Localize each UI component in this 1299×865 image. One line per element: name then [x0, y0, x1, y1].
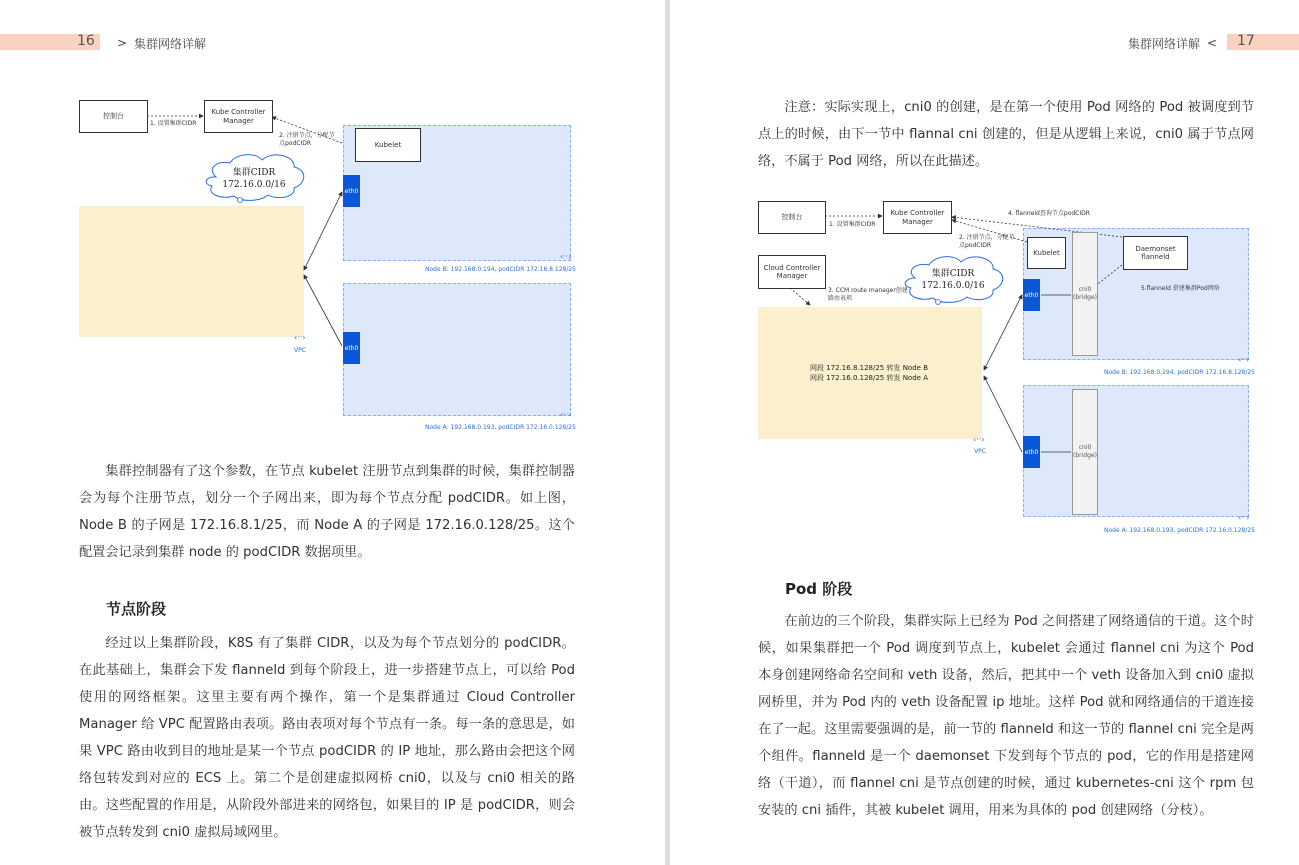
node-a-network-icon: ‹··› [560, 410, 572, 419]
right-page [670, 0, 1299, 865]
node-b-network-icon: ‹··› [1238, 355, 1250, 364]
vpc-label: VPC [294, 347, 306, 354]
page-number: 17 [1237, 33, 1255, 49]
step2-label: 2. 注册节点，分配节点podCIDR [279, 132, 335, 147]
eth0-node-b: eth0 [343, 175, 360, 207]
console-box: 控制台 [758, 201, 826, 234]
node-a-label: Node A: 192.168.0.193, podCIDR 172.16.0.128/25 [1104, 527, 1255, 534]
page-number: 16 [77, 33, 95, 49]
section-title-node-stage: 节点阶段 [106, 600, 167, 618]
cluster-cidr-title: 集群CIDR [931, 269, 975, 279]
header-separator: > [117, 36, 128, 50]
kube-controller-manager-box: Kube Controller Manager [883, 201, 952, 234]
paragraph-pod-stage: 在前边的三个阶段，集群实际上已经为 Pod 之间搭建了网络通信的干道。这个时候，如果集群把一个 Pod 调度到节点上，kubelet 会通过 flannel cni 为这个 Pod 本身创建网络命名空间和 veth 设备，然后，把其中一个 veth 设备加入到 cni0 虚拟网桥里，并为 Pod 内的 veth 设备配置 ip 地址。这样 Pod 就和网络通信的干道连接在了一起。这里需要强调的是，前一节的 flanneld 和这一节的 flannel cni 完全是两个组件。flanneld 是一个 daemonset 下发到每个节点的 pod，它的作用是搭建网络（干道），而 flannel cni 是节点创建的时候，通过 kubernetes-cni 这个 rpm 包安装的 cni 插件，其被 kubelet 调用，用来为具体的 pod 创建网络（分枝）。 [758, 614, 1254, 818]
step4-label: 4. flanneld查询节点podCIDR [1008, 210, 1090, 217]
daemonset-flanneld-box: Daemonset flanneld [1123, 236, 1188, 270]
cluster-cidr-value: 172.16.0.0/16 [222, 180, 286, 190]
node-a-network-icon: ‹··› [1238, 513, 1250, 522]
cni0-label: cni0 [1078, 286, 1092, 294]
vpc-icon: ‹··› [294, 333, 306, 342]
step2-label: 2. 注册节点，分配节点podCIDR [959, 234, 1015, 249]
header-title: 集群网络详解 [134, 37, 207, 51]
vpc-label: VPC [974, 448, 986, 455]
route-entry-node-a: 网段 172.16.0.128/25 转发 Node A [810, 374, 928, 382]
kubelet-box: Kubelet [1027, 237, 1066, 269]
step3-label: 3. CCM route manager创建路由表项 [828, 287, 908, 302]
paragraph-node-stage: 经过以上集群阶段，K8S 有了集群 CIDR，以及为每个节点划分的 podCIDR。在此基础上，集群会下发 flanneld 到每个阶段上，进一步搭建节点上，可以给 Pod 使用的网络框架。这里主要有两个操作，第一个是集群通过 Cloud Controller Manager 给 VPC 配置路由表项。路由表项对每个节点有一条。每一条的意思是，如果 VPC 路由收到目的地址是某一个节点 podCIDR 的 IP 地址，那么路由会把这个网络包转发到对应的 ECS 上。第二个是创建虚拟网桥 cni0，以及与 cni0 相关的路由。这些配置的作用是，从阶段外部进来的网络包，如果目的 IP 是 podCIDR，则会被节点转发到 cni0 虚拟局域网里。 [79, 636, 575, 840]
header-title: 集群网络详解 [1128, 37, 1201, 51]
step1-label: 1. 设置集群CIDR [829, 221, 876, 228]
console-box: 控制台 [79, 100, 148, 133]
cni0-label: cni0 [1078, 444, 1092, 452]
header-separator: < [1207, 36, 1218, 50]
section-title-pod-stage: Pod 阶段 [785, 580, 853, 598]
kubelet-box: Kubelet [355, 128, 421, 162]
eth0-node-a: eth0 [343, 332, 360, 364]
eth0-node-b: eth0 [1023, 279, 1040, 311]
node-b-network-icon: ‹··› [560, 252, 572, 261]
cluster-cidr-value: 172.16.0.0/16 [921, 281, 985, 291]
cloud-controller-manager-box: Cloud Controller Manager [758, 255, 826, 289]
vpc-icon: ‹··› [973, 435, 985, 444]
node-a-label: Node A: 192.168.0.193, podCIDR 172.16.0.128/25 [425, 424, 576, 431]
bridge-label: (bridge) [1073, 294, 1097, 301]
bridge-label: (bridge) [1073, 452, 1097, 459]
node-b-label: Node B: 192.168.0.194, podCIDR 172.16.8.128/25 [425, 266, 576, 273]
cni0-bridge-node-b [1072, 232, 1098, 356]
paragraph-note: 注意：实际实现上，cni0 的创建，是在第一个使用 Pod 网络的 Pod 被调度到节点上的时候，由下一节中 flannal cni 创建的，但是从逻辑上来说，cni0 属于节点网络，不属于 Pod 网络，所以在此描述。 [758, 100, 1254, 169]
route-entry-node-b: 网段 172.16.8.128/25 转发 Node B [810, 364, 928, 372]
eth0-node-a: eth0 [1023, 436, 1040, 468]
kube-controller-manager-box: Kube Controller Manager [204, 100, 273, 133]
step1-label: 1. 设置集群CIDR [150, 120, 197, 127]
cni0-bridge-node-a [1072, 389, 1098, 515]
node-b-label: Node B: 192.168.0.194, podCIDR 172.16.8.128/25 [1104, 369, 1255, 376]
step5-label: 5.flanneld 搭建集群Pod网络 [1141, 285, 1220, 292]
paragraph-cluster-controller: 集群控制器有了这个参数，在节点 kubelet 注册节点到集群的时候，集群控制器会为每个注册节点，划分一个子网出来，即为每个节点分配 podCIDR。如上图，Node B 的子网是 172.16.8.1/25，而 Node A 的子网是 172.16.0.128/25。这个配置会记录到集群 node 的 podCIDR 数据项里。 [79, 464, 575, 560]
cluster-cidr-title: 集群CIDR [232, 168, 276, 178]
